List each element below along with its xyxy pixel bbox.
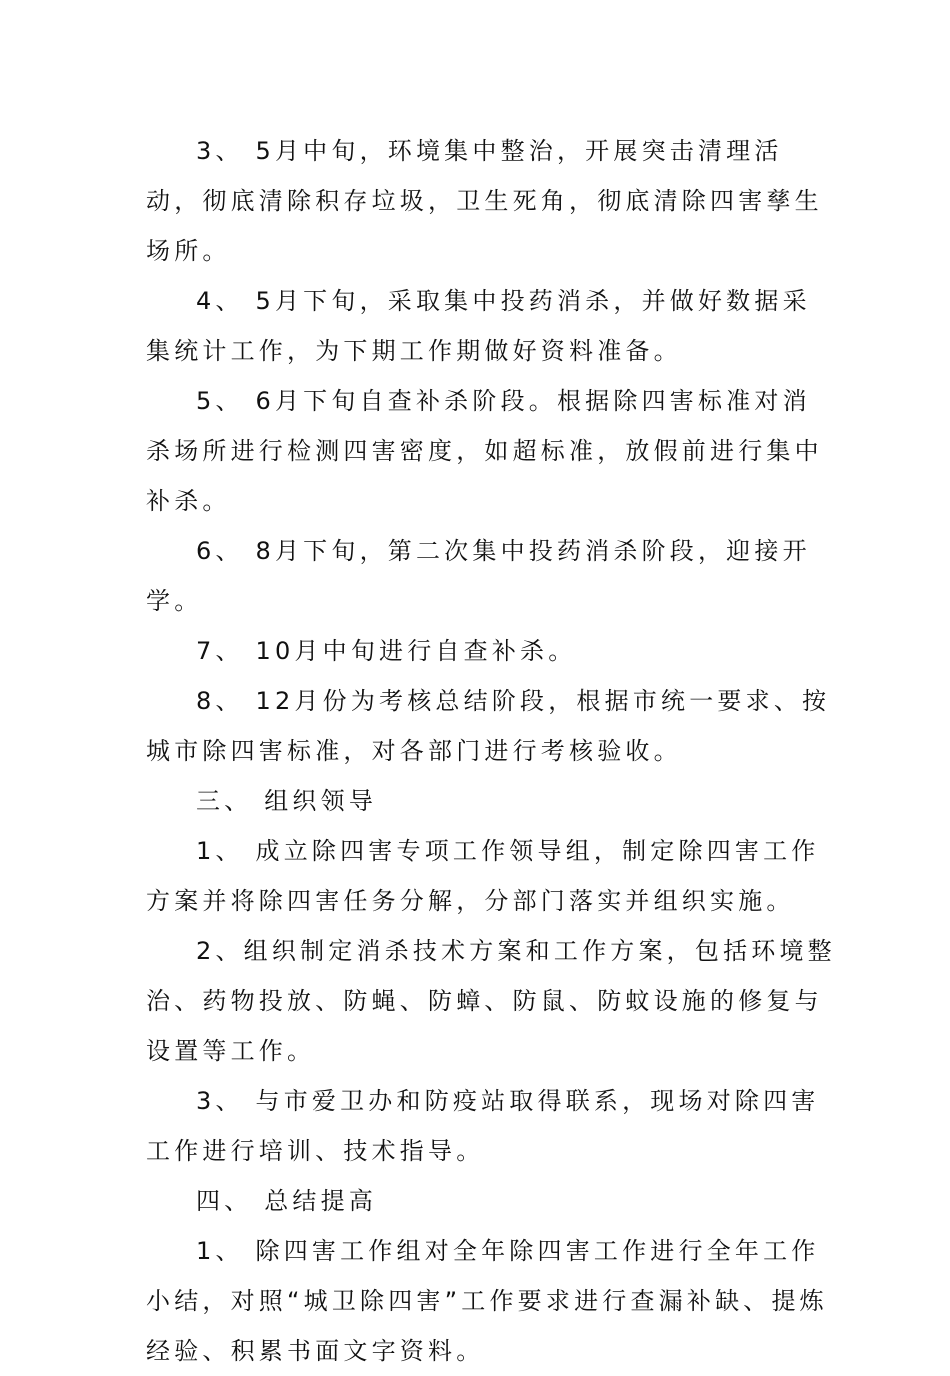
- paragraph-item-6-schedule: 6、 8月下旬，第二次集中投药消杀阶段，迎接开学。: [146, 537, 811, 615]
- document-body: [146, 126, 836, 1376]
- paragraph-summary-1: 1、 除四害工作组对全年除四害工作进行全年工作小结，对照“城卫除四害”工作要求进行查漏补缺、提炼经验、积累书面文字资料。: [146, 1237, 828, 1365]
- section-heading-summary: 四、 总结提高: [196, 1187, 378, 1215]
- paragraph-item-8-schedule: 8、 12月份为考核总结阶段，根据市统一要求、按城市除四害标准，对各部门进行考核验收。: [146, 687, 831, 765]
- paragraph-item-5-schedule: 5、 6月下旬自查补杀阶段。根据除四害标准对消杀场所进行检测四害密度，如超标准，放假前进行集中补杀。: [146, 387, 823, 515]
- paragraph-item-7-schedule: 7、 10月中旬进行自查补杀。: [196, 637, 577, 665]
- paragraph-item-4-schedule: 4、 5月下旬，采取集中投药消杀，并做好数据采集统计工作，为下期工作期做好资料准备。: [146, 287, 811, 365]
- paragraph-organization-3: 3、 与市爱卫办和防疫站取得联系，现场对除四害工作进行培训、技术指导。: [146, 1087, 820, 1165]
- paragraph-item-3-schedule: 3、 5月中旬，环境集中整治，开展突击清理活动，彻底清除积存垃圾，卫生死角，彻底清除四害孳生场所。: [146, 137, 823, 265]
- paragraph-organization-2: 2、组织制定消杀技术方案和工作方案，包括环境整治、药物投放、防蝇、防蟑、防鼠、防蚊设施的修复与设置等工作。: [146, 937, 836, 1065]
- paragraph-organization-1: 1、 成立除四害专项工作领导组，制定除四害工作方案并将除四害任务分解，分部门落实并组织实施。: [146, 837, 820, 915]
- section-heading-organization: 三、 组织领导: [196, 787, 378, 815]
